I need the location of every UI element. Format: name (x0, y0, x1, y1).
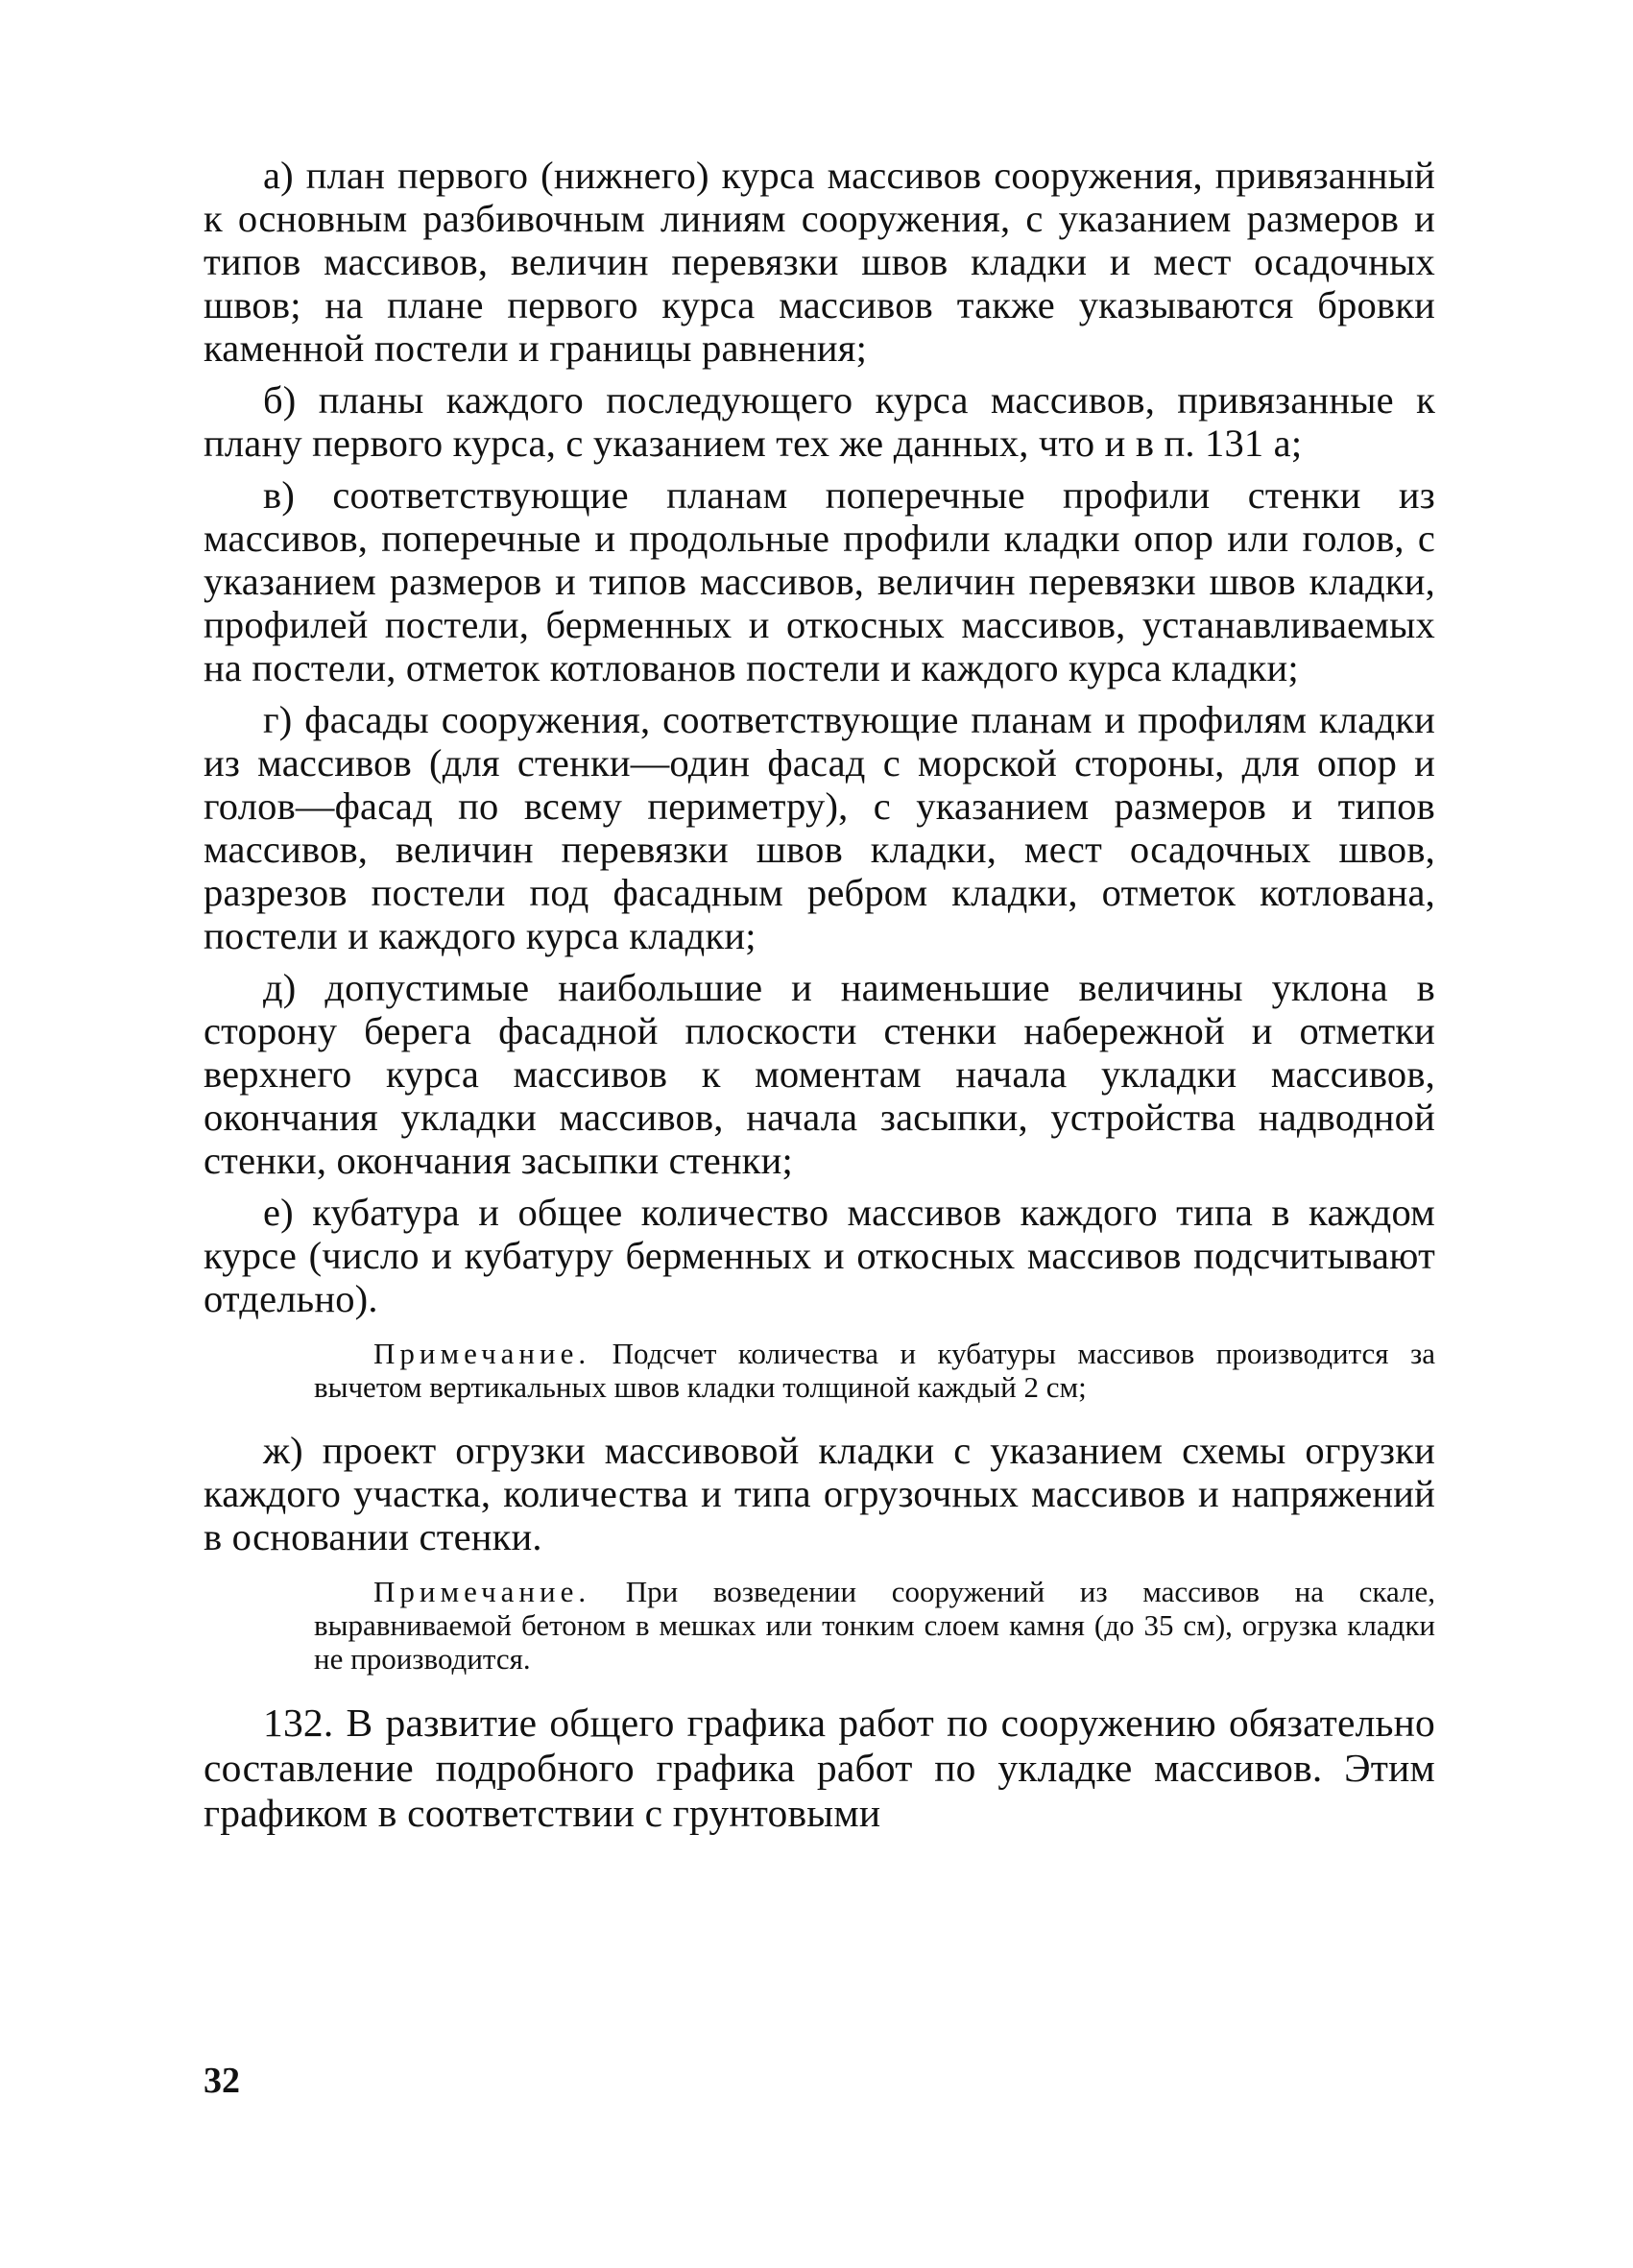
paragraph-d: д) допустимые наибольшие и наименьшие величины уклона в сторону берега фасадной плоскости стенки набережной и отметки верхнего курса массивов к моментам начала укладки массивов, окончания укладки массивов, начала засыпки, устройства надводной стенки, окончания засыпки стенки; (204, 966, 1435, 1182)
document-page (204, 154, 1435, 1845)
note-2-text: При возведении сооружений из массивов на скале, выравниваемой бетоном в мешках или тонким слоем камня (до 35 см), огрузка кладки не производится. (314, 1575, 1435, 1676)
note-2 (314, 1575, 1435, 1676)
note-1 (314, 1337, 1435, 1404)
paragraph-zh: ж) проект огрузки массивовой кладки с указанием схемы огрузки каждого участка, количества и типа огрузочных массивов и напряжений в основании стенки. (204, 1429, 1435, 1558)
paragraph-132: 132. В развитие общего графика работ по сооружению обязательно составление подробного графика работ по укладке массивов. Этим графиком в соответствии с грунтовыми (204, 1701, 1435, 1835)
paragraph-v: в) соответствующие планам поперечные профили стенки из массивов, поперечные и продольные профили кладки опор или голов, с указанием размеров и типов массивов, величин перевязки швов кладки, профилей постели, берменных и откосных массивов, устанавливаемых на постели, отметок котлованов постели и каждого курса кладки; (204, 473, 1435, 689)
page-number: 32 (204, 2061, 240, 2101)
note-1-label: Примечание. (373, 1337, 591, 1370)
paragraph-g: г) фасады сооружения, соответствующие планам и профилям кладки из массивов (для стенки—один фасад с морской стороны, для опор и голов—фасад по всему периметру), с указанием размеров и типов массивов, величин перевязки швов кладки, мест осадочных швов, разрезов постели под фасадным ребром кладки, отметок котлована, постели и каждого курса кладки; (204, 698, 1435, 957)
note-2-label: Примечание. (373, 1575, 591, 1608)
paragraph-e: е) кубатура и общее количество массивов каждого типа в каждом курсе (число и кубатуру берменных и откосных массивов подсчитывают отдельно). (204, 1191, 1435, 1320)
note-1-text: Подсчет количества и кубатуры массивов производится за вычетом вертикальных швов кладки толщиной каждый 2 см; (314, 1337, 1435, 1404)
paragraph-a: а) план первого (нижнего) курса массивов сооружения, привязанный к основным разбивочным линиям сооружения, с указанием размеров и типов массивов, величин перевязки швов кладки и мест осадочных швов; на плане первого курса массивов также указываются бровки каменной постели и границы равнения; (204, 154, 1435, 370)
paragraph-b: б) планы каждого последующего курса массивов, привязанные к плану первого курса, с указанием тех же данных, что и в п. 131 а; (204, 378, 1435, 465)
